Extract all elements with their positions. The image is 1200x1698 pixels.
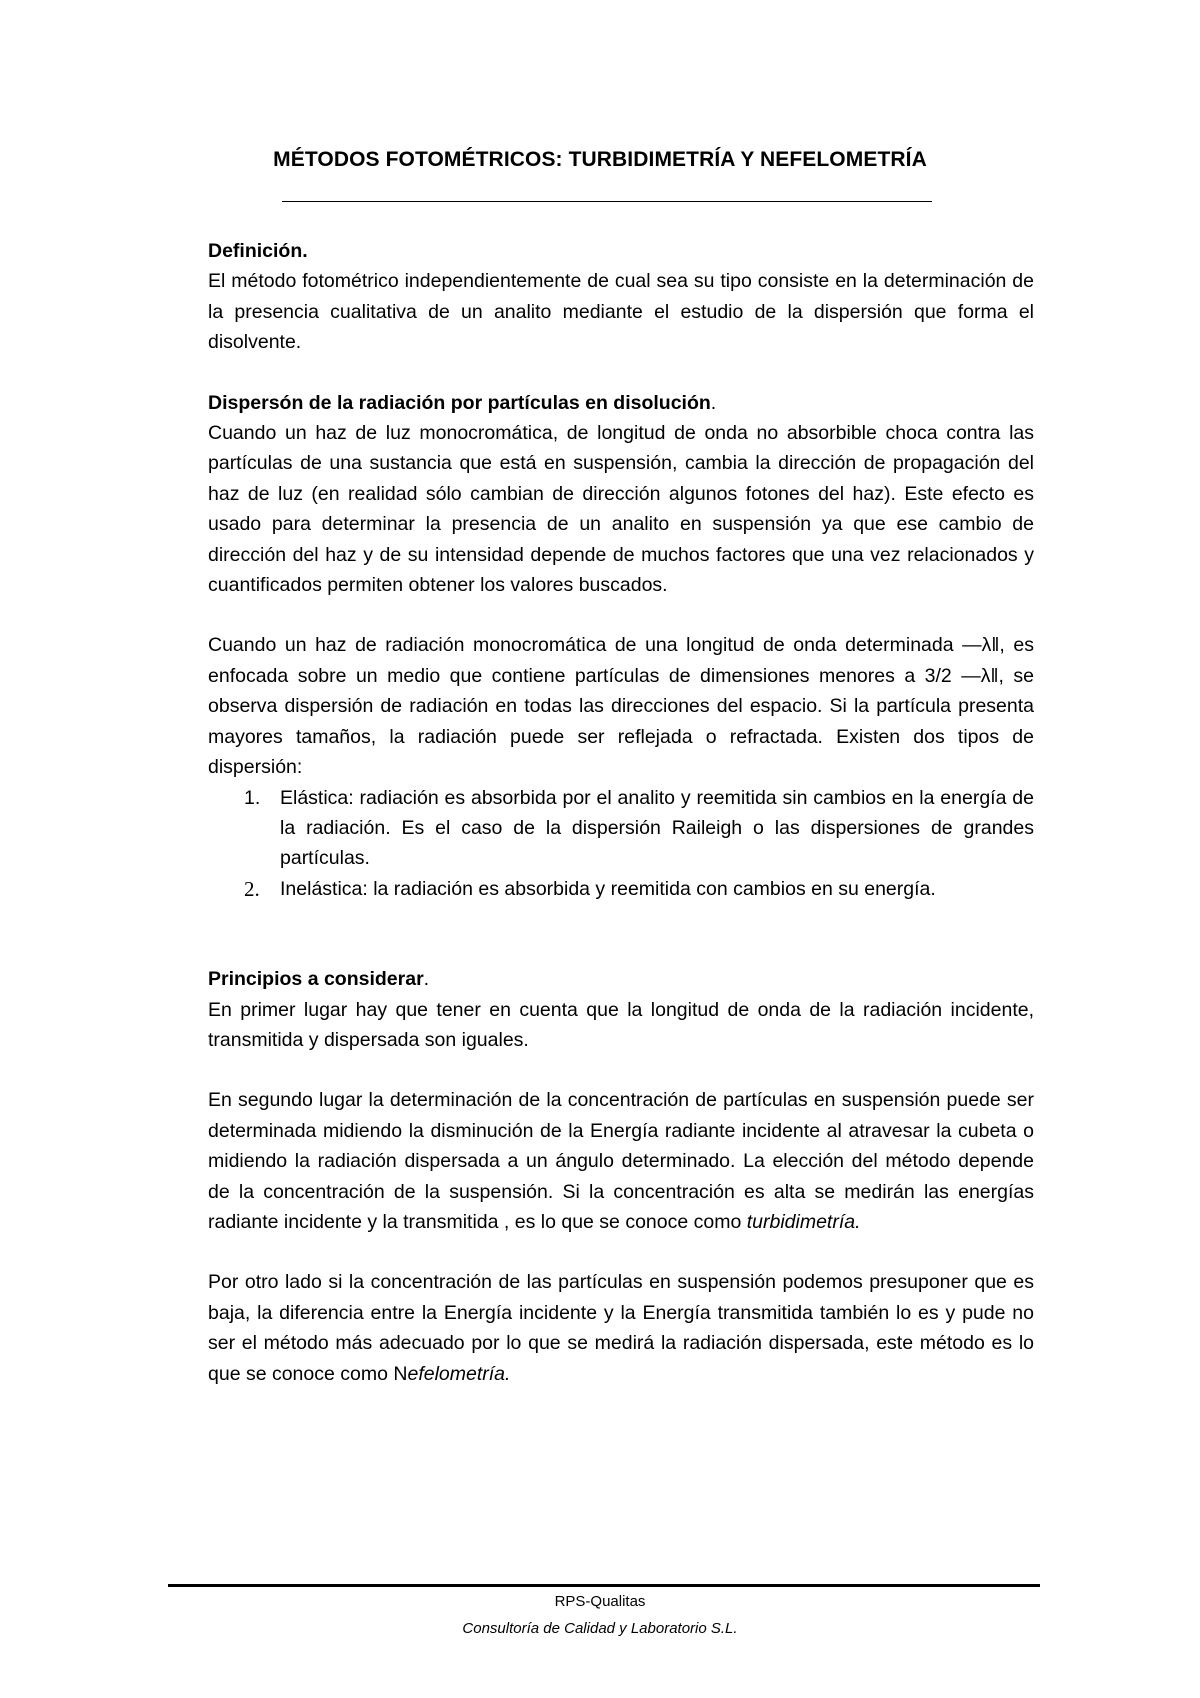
principios-paragraph-2-text: En segundo lugar la determinación de la concentración de partículas en suspensión puede ser determinada midiendo la disminución de la Energía radiante incidente al atravesar la cubeta o midiendo la radiación dispersada a un ángulo determinado. La elección del método depende de la concentración de la suspensión. Si la concentración es alta se medirán las energías radiante incidente y la transmitida , es lo que se conoce como — [208, 1089, 1034, 1233]
footer-rule — [168, 1584, 1040, 1587]
list-item — [208, 783, 1034, 874]
document-body — [208, 236, 1034, 1389]
spacer — [208, 1055, 1034, 1085]
dispersion-paragraph-1: Cuando un haz de luz monocromática, de longitud de onda no absorbible choca contra las partículas de una sustancia que está en suspensión, cambia la dirección de propagación del haz de luz (en realidad sólo cambian de dirección algunos fotones del haz). Este efecto es usado para determinar la presencia de un analito en suspensión ya que ese cambio de dirección del haz y de su intensidad depende de muchos factores que una vez relacionados y cuantificados permiten obtener los valores buscados. — [208, 422, 1034, 597]
section-heading-principios-line — [208, 964, 1034, 994]
term-nefelometria: efelometría. — [407, 1362, 511, 1385]
footer-tagline: Consultoría de Calidad y Laboratorio S.L. — [462, 1620, 738, 1637]
list-item-number: 1. — [244, 786, 261, 809]
page-title: MÉTODOS FOTOMÉTRICOS: TURBIDIMETRÍA Y NEFELOMETRÍA — [273, 148, 927, 171]
spacer — [208, 1237, 1034, 1267]
spacer — [208, 904, 1034, 964]
spacer — [208, 358, 1034, 388]
section-heading-principios: Principios a considerar — [208, 968, 424, 991]
dispersion-paragraph-2: Cuando un haz de radiación monocromática de una longitud de onda determinada ―λ‖, es enfocada sobre un medio que contiene partículas de dimensiones menores a 3/2 ―λ‖, se observa dispersión de radiación en todas las direcciones del espacio. Si la partícula presenta mayores tamaños, la radiación puede ser reflejada o refractada. Existen dos tipos de dispersión: — [208, 634, 1034, 779]
heading-period: . — [710, 391, 717, 414]
principios-paragraph-1: En primer lugar hay que tener en cuenta que la longitud de onda de la radiación incidente, transmitida y dispersada son iguales. — [208, 998, 1034, 1051]
principios-paragraph-2 — [208, 1085, 1034, 1237]
term-initial: N — [393, 1362, 408, 1385]
principios-paragraph-3-text: Por otro lado si la concentración de las partículas en suspensión podemos presuponer que es baja, la diferencia entre la Energía incidente y la Energía transmitida también lo es y pude no ser el método más adecuado por lo que se medirá la radiación dispersada, este método es lo que se conoce como — [208, 1271, 1034, 1385]
list-item-text: Elástica: radiación es absorbida por el analito y reemitida sin cambios en la energía de la radiación. Es el caso de la dispersión Raileigh o las dispersiones de grandes partículas. — [280, 786, 1034, 870]
spacer — [208, 600, 1034, 630]
list-item-text: Inelástica: la radiación es absorbida y reemitida con cambios en su energía. — [280, 877, 936, 900]
term-turbidimetria: turbidimetría. — [746, 1210, 861, 1233]
section-heading-dispersion: Dispersón de la radiación por partículas en disolución — [208, 391, 711, 414]
section-heading-dispersion-line — [208, 388, 1034, 418]
principios-paragraph-3 — [208, 1267, 1034, 1389]
heading-period: . — [423, 968, 430, 991]
dispersion-types-list — [208, 783, 1034, 905]
section-heading-definicion: Definición. — [208, 240, 308, 262]
footer-company: RPS-Qualitas — [554, 1593, 646, 1610]
list-item — [208, 874, 1034, 904]
list-item-number: 2. — [244, 876, 260, 901]
definicion-paragraph: El método fotométrico independientemente de cual sea su tipo consiste en la determinación de la presencia cualitativa de un analito mediante el estudio de la dispersión que forma el disolvente. — [208, 270, 1034, 354]
title-underline — [282, 201, 932, 202]
